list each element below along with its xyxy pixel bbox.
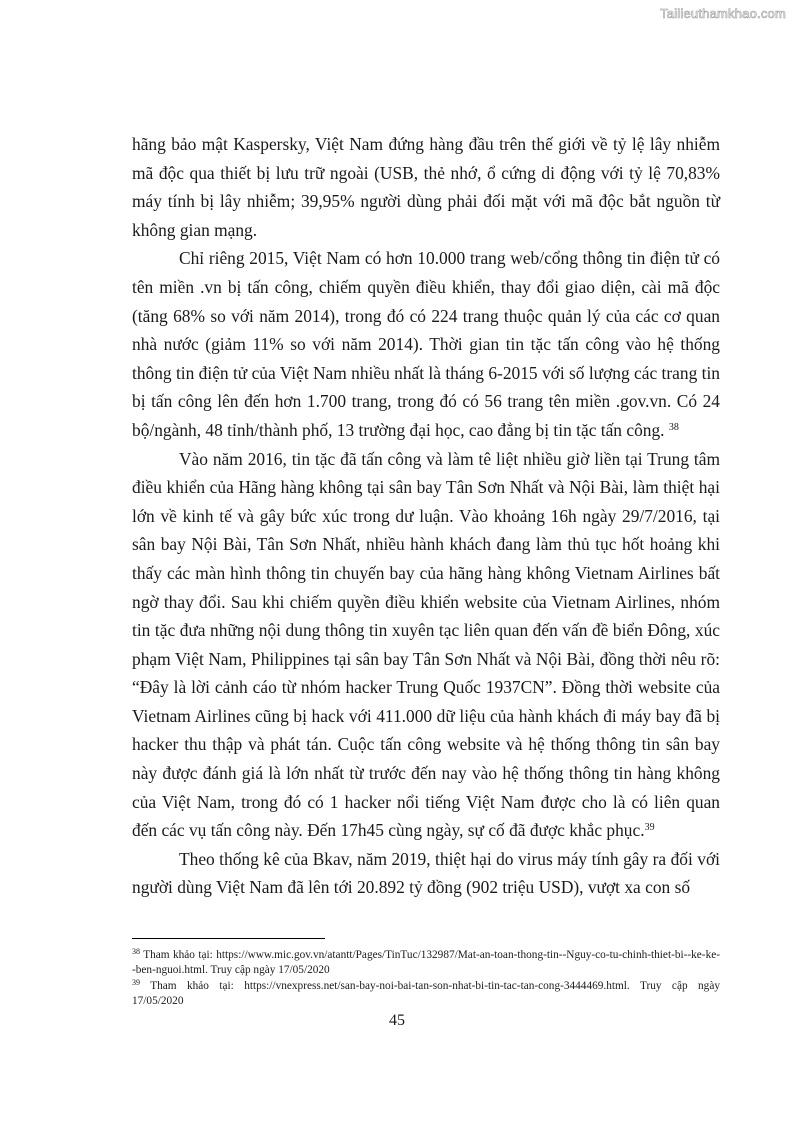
page-number: 45	[389, 1012, 405, 1029]
footnote-separator	[132, 938, 325, 939]
footnote-text: Tham khảo tại: https://www.mic.gov.vn/atantt/Pages/TinTuc/132987/Mat-an-toan-thong-tin--Nguy-co-tu-chinh-thiet-bi--ke-ke--ben-nguoi.html. Truy cập ngày 17/05/2020	[132, 949, 720, 976]
paragraph-continuation	[132, 130, 720, 244]
paragraph-text: hãng bảo mật Kaspersky, Việt Nam đứng hàng đầu trên thế giới về tỷ lệ lây nhiễm mã độc qua thiết bị lưu trữ ngoài (USB, thẻ nhớ, ổ cứng di động với tỷ lệ 70,83% máy tính bị lây nhiễm; 39,95% người dùng phải đối mặt với mã độc bắt nguồn từ không gian mạng.	[132, 134, 720, 240]
footnote-number: 39	[132, 978, 140, 987]
footnote-item	[132, 979, 720, 1009]
footnote-reference[interactable]: 38	[668, 421, 679, 433]
paragraph-2015-attacks	[132, 244, 720, 444]
document-body	[132, 130, 720, 902]
footnote-item	[132, 948, 720, 978]
paragraph-text: Vào năm 2016, tin tặc đã tấn công và làm tê liệt nhiều giờ liền tại Trung tâm điều khiển của Hãng hàng không tại sân bay Tân Sơn Nhất và Nội Bài, làm thiệt hại lớn về kinh tế và gây bức xúc trong dư luận. Vào khoảng 16h ngày 29/7/2016, tại sân bay Nội Bài, Tân Sơn Nhất, nhiều hành khách đang làm thủ tục hốt hoảng khi thấy các màn hình thông tin chuyến bay của hãng hàng không Vietnam Airlines bất ngờ thay đổi. Sau khi chiếm quyền điều khiển website của Vietnam Airlines, nhóm tin tặc đưa những nội dung thông tin xuyên tạc liên quan đến vấn đề biển Đông, xúc phạm Việt Nam, Philippines tại sân bay Tân Sơn Nhất và Nội Bài, đồng thời nêu rõ: “Đây là lời cảnh cáo từ nhóm hacker Trung Quốc 1937CN”. Đồng thời website của Vietnam Airlines cũng bị hack với 411.000 dữ liệu của hành khách đi máy bay đã bị hacker thu thập và phát tán. Cuộc tấn công website và hệ thống thông tin sân bay này được đánh giá là lớn nhất từ trước đến nay vào hệ thống thông tin hàng không của Việt Nam, trong đó có 1 hacker nổi tiếng Việt Nam được cho là có liên quan đến các vụ tấn công này. Đến 17h45 cùng ngày, sự cố đã được khắc phục.	[132, 448, 720, 841]
paragraph-text: Theo thống kê của Bkav, năm 2019, thiệt hại do virus máy tính gây ra đối với người dùng Việt Nam đã lên tới 20.892 tỷ đồng (902 triệu USD), vượt xa con số	[132, 848, 720, 898]
footnote-number: 38	[132, 947, 140, 956]
footnotes	[132, 948, 720, 1010]
footnote-text: Tham khảo tại: https://vnexpress.net/san-bay-noi-bai-tan-son-nhat-bi-tin-tac-tan-cong-3444469.html. Truy cập ngày 17/05/2020	[132, 980, 720, 1007]
paragraph-2016-airport-attack	[132, 445, 720, 845]
footnote-reference[interactable]: 39	[644, 822, 655, 834]
paragraph-text: Chỉ riêng 2015, Việt Nam có hơn 10.000 trang web/cổng thông tin điện tử có tên miền .vn bị tấn công, chiếm quyền điều khiển, thay đổi giao diện, cài mã độc (tăng 68% so với năm 2014), trong đó có 224 trang thuộc quản lý của các cơ quan nhà nước (giảm 11% so với năm 2014). Thời gian tin tặc tấn công vào hệ thống thông tin điện tử của Việt Nam nhiều nhất là tháng 6-2015 với số lượng các trang tin bị tấn công lên đến hơn 1.700 trang, trong đó có 56 trang tên miền .gov.vn. Có 24 bộ/ngành, 48 tỉnh/thành phố, 13 trường đại học, cao đẳng bị tin tặc tấn công.	[132, 248, 720, 440]
paragraph-bkav-statistics	[132, 845, 720, 902]
watermark-text: Tailieuthamkhao.com	[660, 6, 786, 21]
